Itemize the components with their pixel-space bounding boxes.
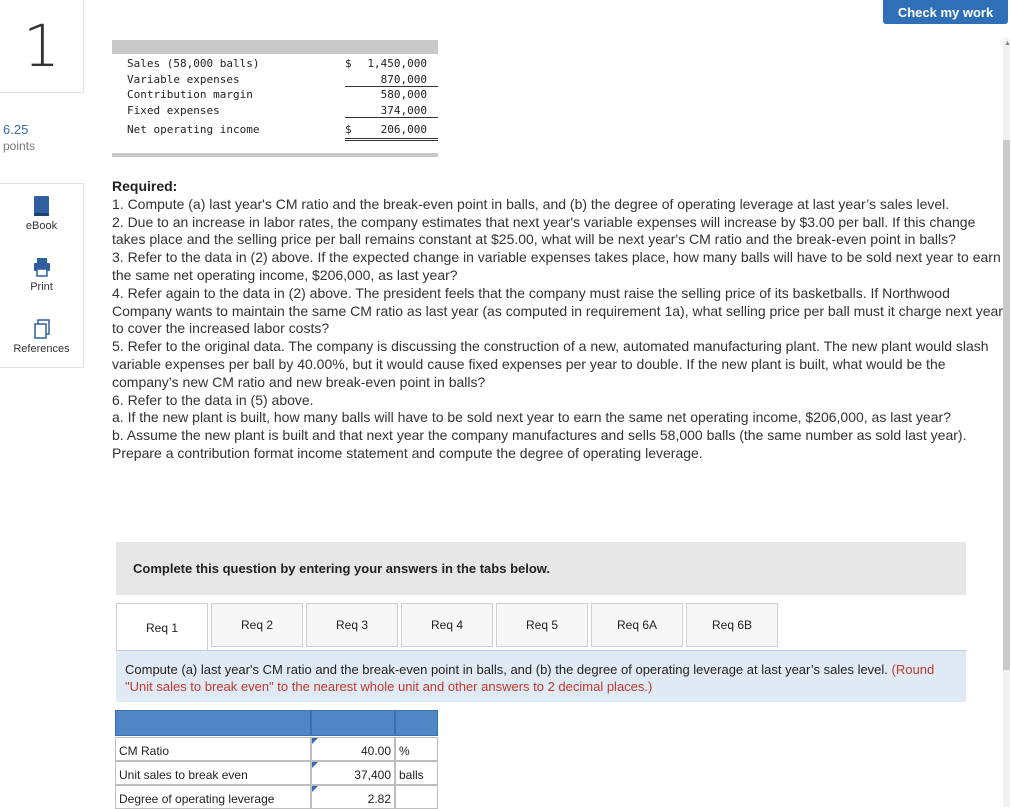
- instruction-banner: [116, 542, 966, 595]
- income-statement-table: [112, 40, 438, 157]
- answer-unit: [395, 785, 438, 809]
- required-item: 6. Refer to the data in (5) above.: [112, 391, 314, 408]
- ebook-button[interactable]: [0, 195, 83, 232]
- row-amount: 1,450,000: [367, 57, 427, 70]
- tab-req-5[interactable]: Req 5: [496, 603, 588, 647]
- answer-label: Unit sales to break even: [115, 761, 311, 785]
- cm-ratio-input[interactable]: 40.00: [311, 737, 395, 761]
- tab-req-4[interactable]: Req 4: [401, 603, 493, 647]
- references-icon: [33, 318, 51, 340]
- answer-header-cell: [115, 710, 311, 736]
- break-even-units-input[interactable]: 37,400: [311, 761, 395, 785]
- required-item: 2. Due to an increase in labor rates, the company estimates that next year's variable expenses will increase by $3.00 per ball. If this change takes place and the selling price per ball remains constant at $25.00, what will be next year's CM ratio and the break-even point in balls?: [112, 213, 976, 248]
- references-label: References: [13, 343, 70, 355]
- required-item: 4. Refer again to the data in (2) above. The president feels that the company must raise the selling price of its basketballs. If Northwood Company wants to maintain the same CM ratio as last year (as computed in requirement 1a), what selling price per ball must it charge next year to cover the increased labor costs?: [112, 284, 1003, 337]
- printer-icon: [33, 256, 51, 278]
- row-label: Sales (58,000 balls): [127, 57, 260, 70]
- row-amount: 870,000: [380, 72, 427, 86]
- operating-leverage-input[interactable]: 2.82: [311, 785, 395, 809]
- answer-unit: %: [395, 737, 438, 761]
- required-item: b. Assume the new plant is built and that next year the company manufactures and sells 58,000 balls (the same number as sold last year). Prepare a contribution format income statement and compute the degree of operating leverage.: [112, 427, 967, 461]
- table-footer-bar: [112, 153, 438, 157]
- row-label: Fixed expenses: [127, 103, 220, 117]
- row-amount: 374,000: [380, 103, 427, 117]
- row-amount: 206,000: [380, 123, 427, 136]
- row-label: Net operating income: [127, 123, 260, 136]
- tab-req-6a[interactable]: Req 6A: [591, 603, 683, 647]
- tab-req-1[interactable]: Req 1: [116, 603, 208, 651]
- required-item: 3. Refer to the data in (2) above. If the expected change in variable expenses takes place, how many balls will have to be sold next year to earn the same net operating income, $206,000, as last year?: [112, 249, 1001, 283]
- prompt-text: Compute (a) last year's CM ratio and the break-even point in balls, and (b) the degree of operating leverage at last year’s sales level.: [125, 662, 888, 677]
- tab-req-6b[interactable]: Req 6B: [686, 603, 778, 647]
- rounding-note: (Round "Unit sales to break even" to the nearest whole unit and other answers to 2 decimal places.): [125, 662, 935, 694]
- book-icon: [33, 195, 51, 217]
- check-my-work-button[interactable]: Check my work: [883, 0, 1008, 24]
- references-button[interactable]: [0, 318, 83, 355]
- print-button[interactable]: [0, 256, 83, 293]
- answer-label: CM Ratio: [115, 737, 311, 761]
- row-currency: $: [345, 123, 352, 136]
- row-label: Variable expenses: [127, 72, 240, 86]
- required-section: [112, 178, 1005, 463]
- points-value: 6.25: [3, 122, 29, 137]
- requirement-prompt: [116, 650, 966, 702]
- table-header-bar: [112, 40, 438, 54]
- row-amount: 580,000: [380, 88, 427, 101]
- scroll-up-icon[interactable]: ▲: [1004, 40, 1011, 47]
- table-row: [112, 87, 438, 103]
- answer-header-cell: [395, 710, 438, 736]
- ebook-label: eBook: [25, 220, 58, 232]
- required-title: Required:: [112, 178, 178, 194]
- table-row: [112, 122, 438, 138]
- points-label: points: [3, 139, 36, 153]
- required-item: a. If the new plant is built, how many balls will have to be sold next year to earn the same net operating income, $206,000, as last year?: [112, 409, 951, 426]
- side-tools-panel: [0, 183, 84, 368]
- row-currency: $: [345, 57, 352, 70]
- required-item: 1. Compute (a) last year's CM ratio and the break-even point in balls, and (b) the degree of operating leverage at last year’s sales level.: [112, 195, 950, 212]
- answer-label: Degree of operating leverage: [115, 785, 311, 809]
- instruction-text: Complete this question by entering your answers in the tabs below.: [133, 561, 551, 576]
- print-label: Print: [30, 281, 53, 293]
- table-row: [112, 56, 438, 72]
- answer-unit: balls: [395, 761, 438, 785]
- table-row: [112, 103, 438, 119]
- tab-req-3[interactable]: Req 3: [306, 603, 398, 647]
- required-item: 5. Refer to the original data. The company is discussing the construction of a new, automated manufacturing plant. The new plant would slash variable expenses per ball by 40.00%, but it would cause fixed expenses per year to double. If the new plant is built, what would be the company’s new CM ratio and new break-even point in balls?: [112, 338, 989, 390]
- table-row: [112, 72, 438, 88]
- answer-header-cell: [311, 710, 395, 736]
- row-label: Contribution margin: [127, 88, 253, 101]
- question-number: 1: [0, 0, 84, 93]
- points-display: [3, 121, 35, 155]
- tab-req-2[interactable]: Req 2: [211, 603, 303, 647]
